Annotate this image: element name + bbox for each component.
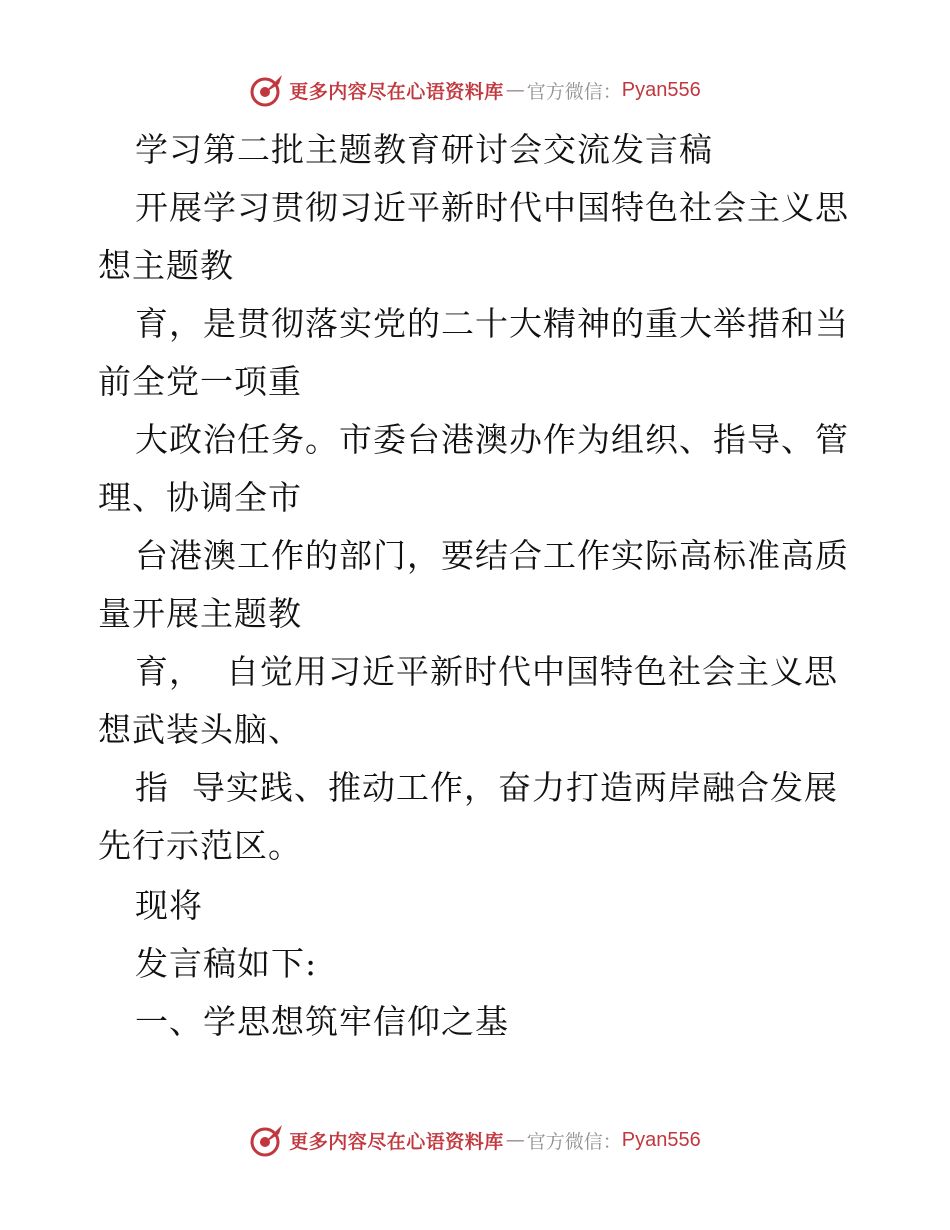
watermark-main-text: 更多内容尽在心语资料库 — [289, 80, 504, 103]
paragraph-line: 开展学习贯彻习近平新时代中国特色社会主义思 — [135, 188, 849, 227]
watermark-wechat-id: Pyan556 — [621, 78, 701, 101]
paragraph-line: 理、协调全市 — [98, 478, 302, 517]
quill-logo-icon — [249, 1122, 285, 1158]
watermark-dash: — — [505, 79, 525, 101]
paragraph-line: 发言稿如下: — [135, 944, 318, 983]
paragraph-line: 大政治任务。市委台港澳办作为组织、指导、管 — [135, 420, 849, 459]
quill-logo-icon — [249, 72, 285, 108]
header-watermark — [0, 70, 950, 110]
paragraph-line: 前全党一项重 — [98, 362, 302, 401]
watermark-official-label: 官方微信： — [526, 80, 622, 103]
section-heading: 一、学思想筑牢信仰之基 — [135, 1002, 509, 1041]
document-title: 学习第二批主题教育研讨会交流发言稿 — [135, 130, 713, 169]
paragraph-line: 想主题教 — [98, 246, 234, 285]
paragraph-line: 育， 自觉用习近平新时代中国特色社会主义思 — [135, 652, 838, 691]
watermark-official-label: 官方微信： — [526, 1130, 622, 1153]
paragraph-line: 想武装头脑、 — [98, 710, 302, 749]
paragraph-line: 现将 — [135, 886, 203, 925]
paragraph-line: 育，是贯彻落实党的二十大精神的重大举措和当 — [135, 304, 849, 343]
footer-watermark — [0, 1120, 950, 1160]
watermark-main-text: 更多内容尽在心语资料库 — [289, 1130, 504, 1153]
paragraph-line: 先行示范区。 — [98, 826, 302, 865]
watermark-wechat-id: Pyan556 — [621, 1128, 701, 1151]
paragraph-line: 指 导实践、推动工作，奋力打造两岸融合发展 — [135, 768, 838, 807]
watermark-dash: — — [505, 1129, 525, 1151]
paragraph-line: 台港澳工作的部门，要结合工作实际高标准高质 — [135, 536, 849, 575]
paragraph-line: 量开展主题教 — [98, 594, 302, 633]
